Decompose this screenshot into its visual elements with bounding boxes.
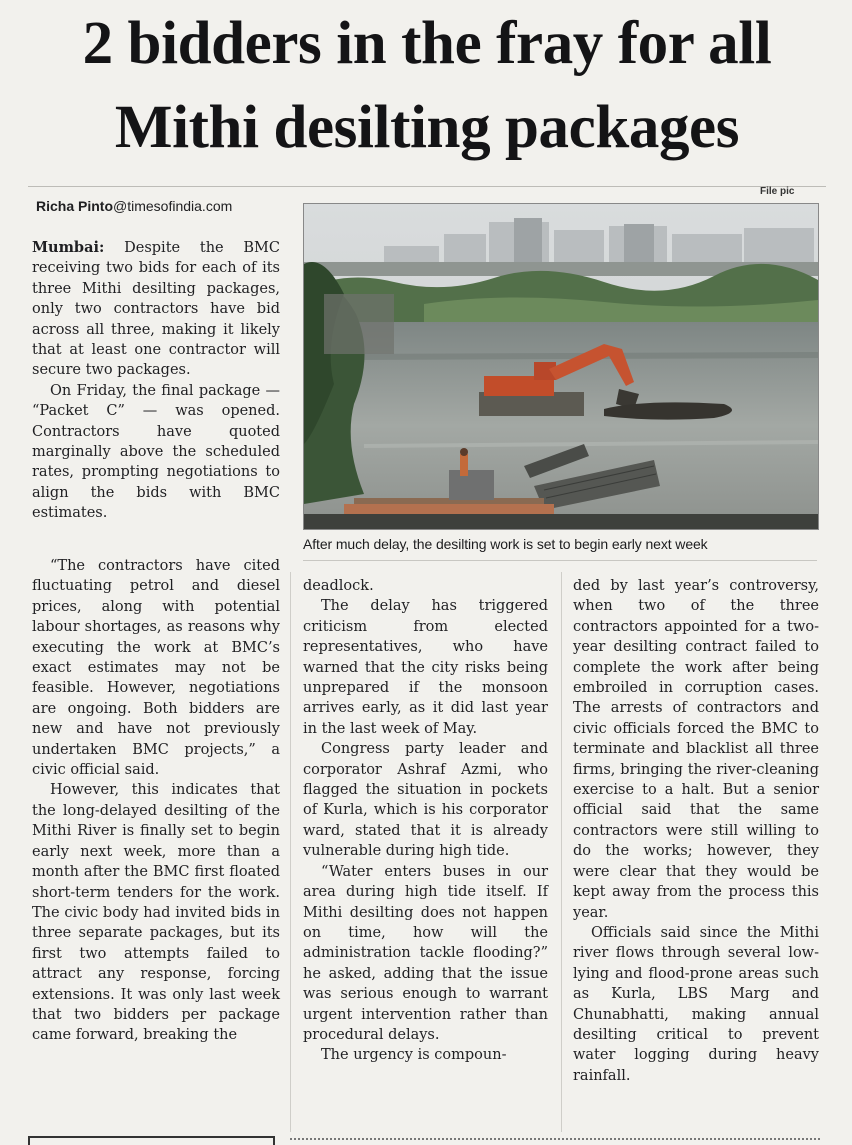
paragraph: On Friday, the final package — “Packet C” — was opened. Contractors have quoted marginally above the scheduled rates, prompting negotiations to align the bids with BMC estimates.	[32, 382, 280, 522]
paragraph: The urgency is compoun-	[321, 1047, 507, 1064]
paragraph: “Water enters buses in our area during high tide itself. If Mithi desilting does not happen on time, how will the administration tackle flooding?” he asked, adding that the issue was serious enough to warrant urgent intervention rather than procedural delays.	[303, 863, 548, 1043]
column-divider	[561, 572, 562, 1132]
headline: 2 bidders in the fray for all Mithi desilting packages	[82, 10, 772, 161]
caption-rule	[303, 560, 817, 561]
column-3	[573, 576, 819, 1086]
bottom-box-edge	[28, 1136, 275, 1145]
dateline: Mumbai:	[32, 239, 105, 256]
paragraph: However, this indicates that the long-delayed desilting of the Mithi River is finally set to begin early next week, more than a month after the BMC first floated short-term tenders for the work. The civic body had invited bids in three separate packages, but its first two attempts failed to attract any response, forcing extensions. It was only last week that two bidders per package came forward, breaking the	[32, 782, 280, 1044]
lead-paragraph	[32, 238, 280, 381]
column-1-bottom	[32, 556, 280, 1046]
column-1-top	[32, 238, 280, 524]
bottom-dotted-rule	[290, 1138, 820, 1141]
byline	[36, 198, 232, 214]
column-2	[303, 576, 548, 1066]
photo-credit: File pic	[760, 186, 795, 197]
paragraph: Congress party leader and corporator Ashraf Azmi, who flagged the situation in pockets of Kurla, which is his corporator ward, stated that it is already vulnerable during high tide.	[303, 741, 548, 860]
paragraph: ded by last year’s controversy, when two of the three contractors appointed for a two-year desilting contract failed to complete the work after being embroiled in corruption cases. The arrests of contractors and civic officials forced the BMC to terminate and blacklist all three firms, bringing the river-cleaning exercise to a halt. But a senior official said that the same contractors were still willing to do the works; however, they were clear that they would be kept away from the process this year.	[573, 578, 819, 921]
author-name: Richa Pinto	[36, 198, 114, 214]
paragraph: deadlock.	[303, 578, 374, 594]
river-excavator-photo	[304, 204, 818, 529]
lead-text: Despite the BMC receiving two bids for each of its three Mithi desilting packages, only two contractors have bid across all three, making it likely that at least one contractor will secure two packages.	[32, 240, 280, 379]
paragraph: “The contractors have cited fluctuating petrol and diesel prices, along with potential labour shortages, as reasons why executing the work at BMC’s exact estimates may not be feasible. However, negotiations are ongoing. Both bidders are new and have not previously undertaken BMC projects,” a civic official said.	[32, 558, 280, 779]
paragraph: Officials said since the Mithi river flows through several low-lying and flood-prone areas such as Kurla, LBS Marg and Chunabhatti, making annual desilting critical to prevent water logging during heavy rainfall.	[573, 924, 819, 1084]
column-divider	[290, 572, 291, 1132]
paragraph: The delay has triggered criticism from elected representatives, who have warned that the city risks being unprepared if the monsoon arrives early, as it did last year in the last week of May.	[303, 598, 548, 737]
author-handle: @timesofindia.com	[113, 198, 233, 214]
photo-caption: After much delay, the desilting work is set to begin early next week	[303, 536, 708, 552]
headline-rule	[28, 186, 826, 187]
news-photo	[303, 203, 819, 530]
